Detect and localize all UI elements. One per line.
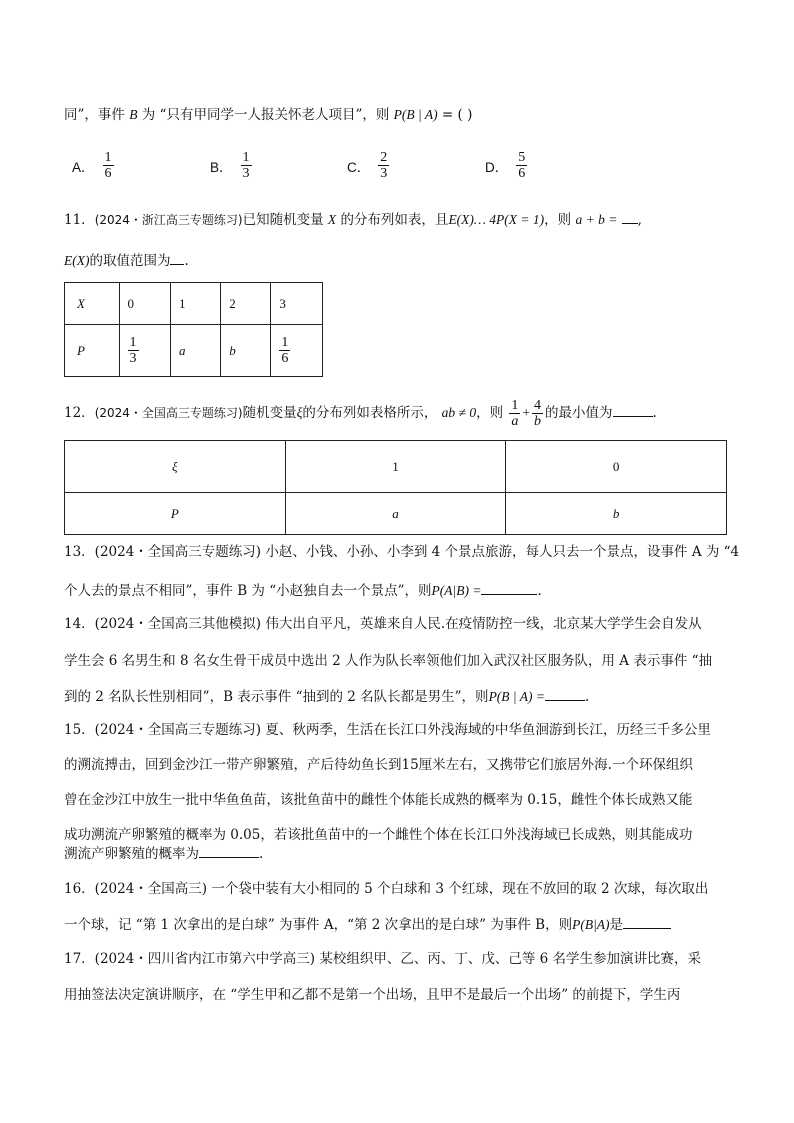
q10-option-c[interactable]	[347, 150, 391, 181]
table-cell: b	[221, 325, 271, 377]
q15-line5: 溯流产卵繁殖的概率为 .	[64, 843, 263, 863]
answer-blank[interactable]	[613, 402, 653, 417]
option-label: C．	[347, 159, 371, 175]
q16-line2: 一个球，记 “第 1 次拿出的是白球” 为事件 A，“第 2 次拿出的是白球” 为事件 B，则P(B|A)是	[64, 914, 671, 934]
option-fraction: $\frac{2}{3}$	[380, 150, 388, 181]
q11-var: X	[327, 212, 337, 227]
q16-expr: P(B|A)	[572, 917, 610, 932]
q15-line2: 的溯流搏击，回到金沙江一带产卵繁殖，产后待幼鱼长到15厘米左右，又携带它们旅居外海.一个环保组织	[64, 757, 693, 773]
q14-line2: 学生会 6 名男生和 8 名女生骨干成员中选出 2 人作为队长率领他们加入武汉社区服务队，用 A 表示事件 “抽	[64, 653, 713, 669]
q12-fraction: $\frac{4}{b}$	[534, 398, 542, 429]
q12-var: ξ	[296, 405, 303, 420]
q12-fraction: $\frac{1}{a}$	[511, 398, 519, 429]
table-cell: $\frac{1}{3}$	[119, 325, 171, 377]
table-cell: $\frac{1}{6}$	[271, 325, 323, 377]
q13-line2: 个人去的景点不相同”，事件 B 为 “小赵独自去一个景点”，则P(A|B) = .	[64, 580, 542, 600]
q10-option-b[interactable]	[210, 150, 254, 181]
table-cell: b	[506, 493, 727, 535]
q10-option-d[interactable]	[485, 150, 529, 181]
q13-line1: 13．(2024・全国高三专题练习) 小赵、小钱、小孙、小李到 4 个景点旅游，每人只去一个景点，设事件 A 为 “4	[64, 544, 740, 560]
question-source: (2024・浙江高三专题练习)	[94, 213, 243, 227]
q15-line3: 曾在金沙江中放生一批中华鱼鱼苗，该批鱼苗中的雌性个体能长成熟的概率为 0.15，雌性个体长成熟又能	[64, 792, 693, 808]
q17-line2: 用抽签法决定演讲顺序，在 “学生甲和乙都不是第一个出场，且甲不是最后一个出场” 的前提下，学生丙	[64, 987, 681, 1003]
q10-stem	[64, 106, 472, 124]
q16-line1: 16．(2024・全国高三) 一个袋中装有大小相同的 5 个白球和 3 个红球，现在不放回的取 2 次球，每次取出	[64, 881, 709, 897]
question-number: 12．	[64, 405, 95, 421]
q17-line1: 17．(2024・四川省内江市第六中学高三) 某校组织甲、乙、丙、丁、戊、己等 6 名学生参加演讲比赛，采	[64, 951, 702, 967]
table-header-cell: P	[65, 325, 120, 377]
table-header-cell: X	[65, 283, 120, 325]
q10-expr: P(B | A)	[393, 107, 438, 122]
answer-blank[interactable]	[545, 686, 585, 701]
option-label: A．	[72, 159, 95, 175]
answer-blank[interactable]	[199, 843, 259, 858]
q12-condition: ab ≠ 0	[441, 405, 477, 420]
table-header-cell: P	[65, 493, 286, 535]
table-cell: a	[285, 493, 506, 535]
q14-line1: 14．(2024・全国高三其他模拟) 伟大出自平凡，英雄来自人民.在疫情防控一线，北京某大学学生会自发从	[64, 616, 702, 632]
q10-text: 同”，事件	[64, 107, 125, 123]
answer-blank[interactable]	[622, 209, 638, 224]
q11-stem: 11．(2024・浙江高三专题练习)已知随机变量 X 的分布列如表，且E(X)… 4P(X = 1)，则 a + b = ,	[64, 209, 642, 229]
q12-distribution-table	[64, 440, 727, 535]
q10-text: 为 “只有甲同学一人报关怀老人项目”，则	[141, 107, 390, 123]
table-cell: 1	[285, 441, 506, 493]
q11-distribution-table	[64, 282, 323, 377]
table-cell: 0	[506, 441, 727, 493]
q11-expr: E(X)	[64, 253, 90, 268]
answer-blank[interactable]	[623, 914, 671, 929]
q13-expr: P(A|B) =	[431, 583, 482, 598]
table-header-cell: ξ	[65, 441, 286, 493]
option-label: B．	[210, 159, 233, 175]
q14-expr: P(B | A) =	[488, 689, 545, 704]
table-cell: 2	[221, 283, 271, 325]
question-source: (2024・全国高三专题练习)	[94, 406, 243, 420]
table-cell: 1	[171, 283, 221, 325]
answer-blank[interactable]	[481, 580, 537, 595]
q11-expr: a + b =	[575, 212, 618, 227]
q14-line3: 到的 2 名队长性别相同”，B 表示事件 “抽到的 2 名队长都是男生”，则P(B | A) = .	[64, 686, 589, 706]
q11-line2: E(X)的取值范围为 .	[64, 250, 189, 270]
answer-blank[interactable]	[170, 250, 184, 265]
q10-option-a[interactable]	[72, 150, 116, 181]
q10-var: B	[129, 107, 138, 122]
option-label: D．	[485, 159, 509, 175]
q12-stem: 12．(2024・全国高三专题练习)随机变量ξ的分布列如表格所示， ab ≠ 0，则 $\frac{1}{a}$ + $\frac{4}{b}$ 的最小值为 .	[64, 398, 657, 429]
table-cell: 0	[119, 283, 171, 325]
option-fraction: $\frac{1}{3}$	[242, 150, 250, 181]
table-cell: 3	[271, 283, 323, 325]
q15-line4: 成功溯流产卵繁殖的概率为 0.05，若该批鱼苗中的一个雌性个体在长江口外浅海域已长成熟，则其能成功	[64, 827, 693, 843]
table-cell: a	[171, 325, 221, 377]
option-fraction: $\frac{5}{6}$	[518, 150, 526, 181]
q15-line1: 15．(2024・全国高三专题练习) 夏、秋两季，生活在长江口外浅海域的中华鱼洄游到长江，历经三千多公里	[64, 722, 711, 738]
question-number: 11．	[64, 212, 95, 228]
q10-paren: = ( )	[441, 107, 473, 123]
q11-condition: E(X)… 4P(X = 1)	[448, 212, 545, 227]
option-fraction: $\frac{1}{6}$	[104, 150, 112, 181]
